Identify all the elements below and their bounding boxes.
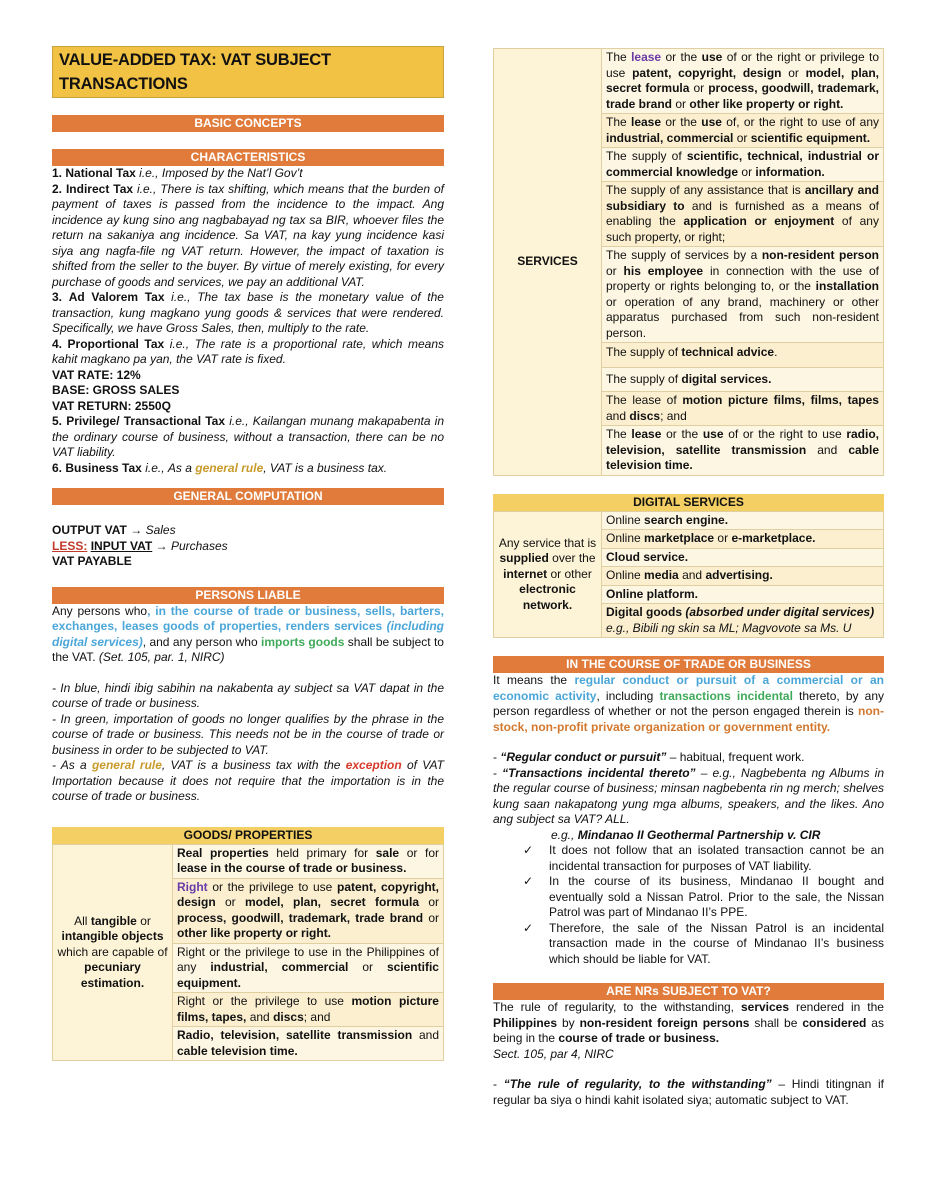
check-item: ✓ It does not follow that an isolated transaction cannot be an incidental transaction for purposes of VAT liability. bbox=[523, 843, 884, 874]
section-persons-liable: PERSONS LIABLE bbox=[52, 587, 444, 604]
case-citation: e.g., Mindanao II Geothermal Partnership v. CIR bbox=[551, 827, 821, 842]
nrs-note: - “The rule of regularity, to the withstanding” – Hindi titingnan if regular ba siya o hindi kahit isolated siya; automatic subject to VAT. bbox=[493, 1077, 884, 1107]
digital-row: Cloud service. bbox=[602, 548, 884, 567]
page-title: VALUE-ADDED TAX: VAT SUBJECT TRANSACTIONS bbox=[52, 46, 444, 98]
goods-row: Right or the privilege to use motion picture films, tapes, and discs; and bbox=[173, 993, 444, 1027]
computation-block: OUTPUT VAT → Sales LESS: INPUT VAT → Purchases VAT PAYABLE bbox=[52, 523, 228, 568]
digital-row: Online platform. bbox=[602, 585, 884, 604]
case-checklist bbox=[523, 843, 884, 967]
digital-row: Online search engine. bbox=[602, 511, 884, 530]
persons-note-blue: - In blue, hindi ibig sabihin na nakabenta ay subject sa VAT dapat in the course of trade or business. bbox=[52, 680, 444, 710]
section-nrs-subject: ARE NRs SUBJECT TO VAT? bbox=[493, 983, 884, 1000]
section-characteristics: CHARACTERISTICS bbox=[52, 149, 444, 166]
digital-row: Online marketplace or e-marketplace. bbox=[602, 530, 884, 549]
nrs-text: The rule of regularity, to the withstanding, services rendered in the Philippines by non-resident foreign persons shall be considered as being in the course of trade or business. bbox=[493, 1000, 884, 1045]
services-table bbox=[493, 48, 884, 476]
goods-row: Right or the privilege to use in the Philippines of any industrial, commercial or scientific equipment. bbox=[173, 943, 444, 993]
section-digital-services: DIGITAL SERVICES bbox=[493, 494, 884, 511]
course-definition: It means the regular conduct or pursuit of a commercial or an economic activity, including transactions incidental thereto, by any person regardless of whether or not the person engaged therein is non-stock, non-profit private organization or government entity. bbox=[493, 673, 884, 734]
services-row: The supply of services by a non-resident person or his employee in connection with the use of property or rights belonging to, or the installation or operation of any brand, machinery or other apparatus purchased from such non-resident person. bbox=[602, 247, 884, 343]
section-course-of-trade: IN THE COURSE OF TRADE OR BUSINESS bbox=[493, 656, 884, 673]
persons-note-rule: - As a general rule, VAT is a business tax with the exception of VAT Importation because it does not require that the importation is in the course of trade or business. bbox=[52, 758, 444, 803]
persons-liable-text: Any persons who, in the course of trade or business, sells, barters, exchanges, leases goods of properties, renders services (including digital services), and any person who imports goods shall be subject to the VAT. (Set. 105, par. 1, NIRC) bbox=[52, 603, 444, 664]
goods-table bbox=[52, 844, 444, 1062]
services-row: The lease of motion picture films, films, tapes and discs; and bbox=[602, 392, 884, 426]
vat-base: BASE: GROSS SALES bbox=[52, 383, 180, 397]
characteristic-1: 1. National Tax i.e., Imposed by the Nat’l Gov’t bbox=[52, 166, 303, 180]
characteristic-5: 5. Privilege/ Transactional Tax i.e., Kailangan munang makapabenta in the ordinary course of business, without a transaction, there can be no VAT liability. bbox=[52, 414, 445, 459]
right-column bbox=[493, 48, 884, 1108]
vat-return: VAT RETURN: 2550Q bbox=[52, 398, 171, 413]
goods-row: Real properties held primary for sale or for lease in the course of trade or business. bbox=[173, 844, 444, 878]
section-general-computation: GENERAL COMPUTATION bbox=[52, 488, 444, 505]
course-note-incidental: - “Transactions incidental thereto” – e.g., Nagbebenta ng Albums in the regular course of business; minsan nagbebenta rin ng merch; shelves kung saan nakapatong yung mga albums, speakers, and the likes. Ano ang subject sa VAT? ALL. bbox=[493, 765, 884, 826]
services-row: The lease or the use of, or the right to use of any industrial, commercial or scientific equipment. bbox=[602, 114, 884, 148]
check-item: ✓ In the course of its business, Mindanao II bought and eventually sold a Nissan Patrol. Prior to the sale, the Nissan Patrol was part of Mindanao II’s PPE. bbox=[523, 874, 884, 921]
services-row: The lease or the use of or the right to use radio, television, satellite transmission and cable television time. bbox=[602, 426, 884, 476]
characteristic-3: 3. Ad Valorem Tax i.e., The tax base is the monetary value of the transaction, kung magkano yung goods & services that were rendered. Specifically, we have Gross Sales, then, multiply to the rate. bbox=[52, 290, 444, 335]
characteristic-6: 6. Business Tax i.e., As a general rule, VAT is a business tax. bbox=[52, 460, 388, 475]
nrs-citation: Sect. 105, par 4, NIRC bbox=[493, 1046, 614, 1061]
check-item: ✓ Therefore, the sale of the Nissan Patrol is an incidental transaction made in the course of Mindanao II’s business which should be liable for VAT. bbox=[523, 921, 884, 968]
section-goods-properties: GOODS/ PROPERTIES bbox=[52, 827, 444, 844]
goods-definition: All tangible or intangible objects which are capable of pecuniary estimation. bbox=[53, 844, 173, 1061]
section-basic-concepts: BASIC CONCEPTS bbox=[52, 115, 444, 132]
services-row: The supply of technical advice. bbox=[602, 343, 884, 368]
services-row: The supply of digital services. bbox=[602, 367, 884, 392]
course-note-regular: - “Regular conduct or pursuit” – habitual, frequent work. bbox=[493, 750, 805, 764]
services-row: The supply of scientific, technical, industrial or commercial knowledge or information. bbox=[602, 148, 884, 182]
persons-note-green: - In green, importation of goods no longer qualifies by the phrase in the course of trade or business. This needs not be in the course of trade or business in order to be subjected to VAT. bbox=[52, 711, 444, 757]
goods-row: Right or the privilege to use patent, copyright, design or model, plan, secret formula or process, goodwill, trademark, trade brand or other like property or right. bbox=[173, 878, 444, 943]
left-column bbox=[52, 46, 444, 1061]
services-row: The lease or the use of or the right or privilege to use patent, copyright, design or model, plan, secret formula or process, goodwill, trademark, trade brand or other like property or right. bbox=[602, 49, 884, 114]
services-label: SERVICES bbox=[494, 49, 602, 476]
goods-row: Radio, television, satellite transmission and cable television time. bbox=[173, 1027, 444, 1061]
vat-rate: VAT RATE: 12% bbox=[52, 367, 141, 382]
characteristic-4: 4. Proportional Tax i.e., The rate is a proportional rate, which means kahit magkano pa yan, the VAT rate is fixed. bbox=[52, 336, 445, 366]
characteristic-2: 2. Indirect Tax i.e., There is tax shifting, which means that the burden of payment of taxes is passed from the incidence to the impact. Ang incidence ay kung sino ang nagbabayad ng tax sa BIR, whoever files the return na sakaniya ang incidence. Sa VAT, na kay yung incidence kasi siya ang nagfa-file ng VAT return. However, the impact of taxation is shifted from the seller to the buyer. By virtue of merely existing, for every purchase of goods and services, we pay an additional VAT. bbox=[52, 181, 444, 289]
digital-row: Digital goods (absorbed under digital services) e.g., Bibili ng skin sa ML; Magvovote sa Ms. U bbox=[602, 604, 884, 638]
digital-services-table bbox=[493, 511, 884, 639]
services-row: The supply of any assistance that is ancillary and subsidiary to and is furnished as a means of enabling the application or enjoyment of any such property, or right; bbox=[602, 182, 884, 247]
digital-row: Online media and advertising. bbox=[602, 567, 884, 586]
digital-definition: Any service that is supplied over the internet or other electronic network. bbox=[494, 511, 602, 638]
